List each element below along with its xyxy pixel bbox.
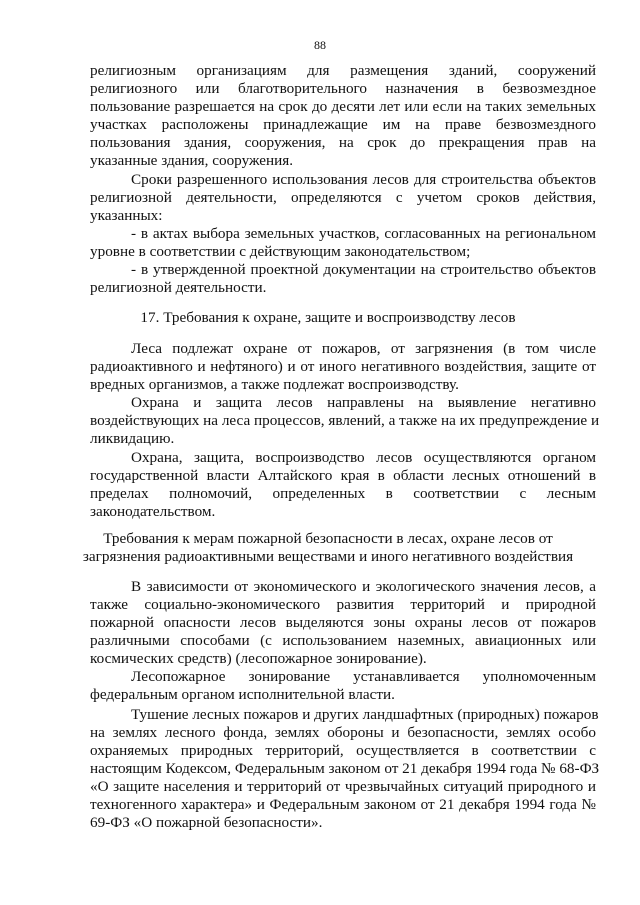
- text-line: религиозной деятельности.: [90, 279, 267, 296]
- text-line: пожарной опасности лесов выделяются зоны охраны лесов от пожаров: [90, 614, 596, 631]
- text-line: В зависимости от экономического и экологического значения лесов, а: [131, 578, 596, 595]
- text-line: Лесопожарное зонирование устанавливается уполномоченным: [131, 668, 596, 685]
- text-line: - в утвержденной проектной документации на строительство объектов: [131, 261, 596, 278]
- text-line: религиозным организациям для размещения зданий, сооружений: [90, 62, 596, 79]
- text-line: Охрана и защита лесов направлены на выявление негативно: [131, 394, 596, 411]
- text-line: различными способами (с использованием наземных, авиационных или: [90, 632, 596, 649]
- text-line: вредных организмов, а также подлежат воспроизводству.: [90, 376, 459, 393]
- text-line: «О защите населения и территорий от чрезвычайных ситуаций природного и: [90, 778, 596, 795]
- text-line: охраняемых природных территорий, осуществляется в соответствии с: [90, 742, 596, 759]
- heading-line: Требования к мерам пожарной безопасности в лесах, охране лесов от: [103, 530, 553, 547]
- text-line: настоящим Кодексом, Федеральным законом от 21 декабря 1994 года № 68-ФЗ: [90, 760, 600, 777]
- text-line: уровне в соответствии с действующим законодательством;: [90, 243, 471, 260]
- text-line: пользования здания, сооружения, на срок до прекращения прав на: [90, 134, 596, 151]
- text-line: государственной власти Алтайского края в области лесных отношений в: [90, 467, 596, 484]
- text-line: Тушение лесных пожаров и других ландшафтных (природных) пожаров: [131, 706, 599, 723]
- text-line: космических средств) (лесопожарное зонирование).: [90, 650, 427, 667]
- text-line: ликвидацию.: [90, 430, 175, 447]
- text-line: Сроки разрешенного использования лесов для строительства объектов: [131, 171, 596, 188]
- text-line: указанные здания, сооружения.: [90, 152, 294, 169]
- text-line: радиоактивного и нефтяного) и от иного негативного воздействия, защите от: [90, 358, 596, 375]
- text-line: пользование разрешается на срок до десяти лет или если на таких земельных: [90, 98, 596, 115]
- text-line: Охрана, защита, воспроизводство лесов осуществляются органом: [131, 449, 596, 466]
- text-line: на землях лесного фонда, землях обороны и безопасности, землях особо: [90, 724, 596, 741]
- text-line: также социально-экономического развития территорий и природной: [90, 596, 596, 613]
- text-line: федеральным органом исполнительной власти.: [90, 686, 395, 703]
- text-line: - в актах выбора земельных участков, согласованных на региональном: [131, 225, 596, 242]
- text-line: 69-ФЗ «О пожарной безопасности».: [90, 814, 323, 831]
- text-line: религиозного или благотворительного назначения в безвозмездное: [90, 80, 596, 97]
- heading-line: загрязнения радиоактивными веществами и иного негативного воздействия: [82, 548, 574, 565]
- text-line: участках расположены принадлежащие им на праве безвозмездного: [90, 116, 596, 133]
- section-heading: 17. Требования к охране, защите и воспроизводству лесов: [140, 309, 516, 326]
- page-number: 88: [314, 38, 326, 52]
- text-line: Леса подлежат охране от пожаров, от загрязнения (в том числе: [131, 340, 596, 357]
- text-line: воздействующих на леса процессов, явлений, а также на их предупреждение и: [90, 412, 600, 429]
- text-line: пределах полномочий, определенных в соответствии с лесным: [90, 485, 596, 502]
- text-line: религиозной деятельности, определяются с учетом сроков действия,: [90, 189, 596, 206]
- text-line: указанных:: [90, 207, 163, 224]
- text-line: техногенного характера» и Федеральным законом от 21 декабря 1994 года №: [90, 796, 596, 813]
- text-line: законодательством.: [90, 503, 216, 520]
